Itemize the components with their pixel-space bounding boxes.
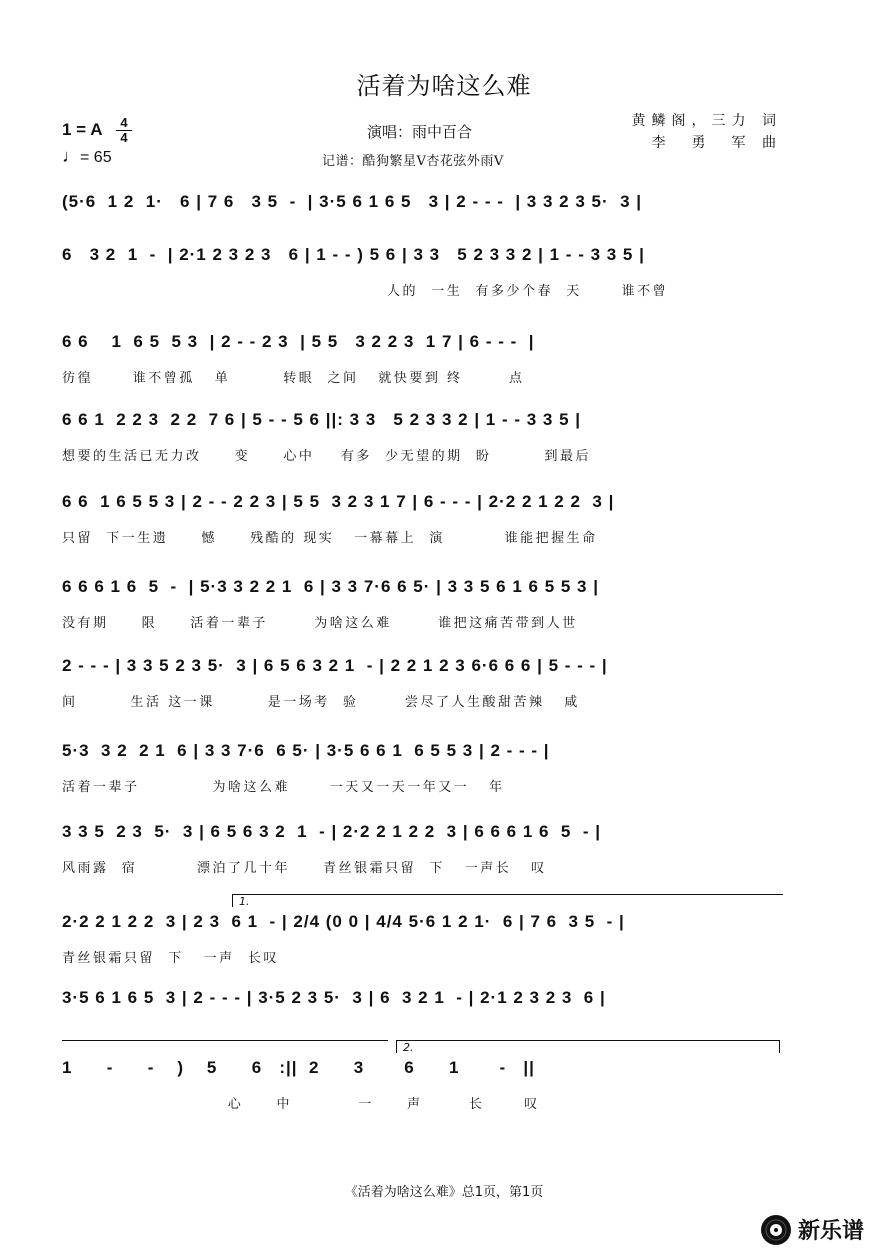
logo-text: 新乐谱: [798, 1219, 865, 1244]
notation-line: 6 6 1 6 5 5 3 | 2 - - 2 2 3 | 5 5 3 2 3 1 7 | 6 - - - | 2·2 2 1 2 2 3 |: [62, 492, 615, 511]
notation-line: 2·2 2 1 2 2 3 | 2 3 6 1 - | 2/4 (0 0 | 4/4 5·6 1 2 1· 6 | 7 6 3 5 - |: [62, 912, 625, 931]
lyric-line: 彷徨 谁不曾孤 单 转眼 之间 就快要到 终 点: [62, 371, 525, 386]
score-row: [62, 245, 786, 305]
lyric-line: 风雨露 宿 漂泊了几十年 青丝银霜只留 下 一声长 叹: [62, 861, 547, 876]
score-row: [62, 1058, 786, 1118]
notation-line: 3·5 6 1 6 5 3 | 2 - - - | 3·5 2 3 5· 3 | 6 3 2 1 - | 2·1 2 3 2 3 6 |: [62, 988, 606, 1007]
time-signature: [116, 116, 132, 145]
score-row: [62, 332, 786, 392]
first-ending-bracket: [232, 894, 783, 907]
score-row: [62, 988, 786, 1048]
second-ending-label: 2.: [403, 1041, 414, 1054]
notation-line: 6 6 1 2 2 3 2 2 7 6 | 5 - - 5 6 ||: 3 3 5 2 3 3 2 | 1 - - 3 3 5 |: [62, 410, 582, 429]
score-row: [62, 741, 786, 801]
lyric-line: 间 生活 这一课 是一场考 验 尝尽了人生酸甜苦辣 咸: [62, 695, 580, 710]
notation-line: 1 - - ) 5 6 :|| 2 3 6 1 - ||: [62, 1058, 535, 1077]
key-signature: 1 = A: [62, 120, 103, 139]
composer-credit: 李 勇 军 曲: [651, 135, 782, 151]
notation-line: 6 6 6 1 6 5 - | 5·3 3 2 2 1 6 | 3 3 7·6 6 5· | 3 3 5 6 1 6 5 5 3 |: [62, 577, 599, 596]
lyric-line: 只留 下一生遗 憾 残酷的 现实 一幕幕上 演 谁能把握生命: [62, 531, 598, 546]
first-ending-label: 1.: [239, 895, 250, 908]
lyric-line: 没有期 限 活着一辈子 为啥这么难 谁把这痛苦带到人世: [62, 616, 578, 631]
tempo-value: = 65: [80, 149, 112, 166]
notation-line: 6 3 2 1 - | 2·1 2 3 2 3 6 | 1 - - ) 5 6 | 3 3 5 2 3 3 2 | 1 - - 3 3 5 |: [62, 245, 645, 264]
singer-credit: 演唱：雨中百合: [367, 123, 473, 141]
score-row: [62, 410, 786, 470]
score-row: [62, 912, 786, 972]
lyric-line: 心 中 一 声 长 叹: [62, 1097, 540, 1112]
first-ending-continuation: [62, 1040, 388, 1041]
lyric-line: 想要的生活已无力改 变 心中 有多 少无望的期 盼 到最后: [62, 449, 591, 464]
second-ending-bracket: [396, 1040, 780, 1053]
scribe-credit: 记谱：酷狗繁星V杏花弦外雨V: [322, 154, 504, 169]
lyric-line: 活着一辈子 为啥这么难 一天又一天一年又一 年: [62, 780, 505, 795]
page-footer: 《活着为啥这么难》总1页，第1页: [344, 1185, 544, 1200]
tempo-marking: [62, 146, 112, 167]
lyricist-credit: 黄鳞阁，三力 词: [631, 113, 782, 129]
score-row: [62, 656, 786, 716]
notation-line: 5·3 3 2 2 1 6 | 3 3 7·6 6 5· | 3·5 6 6 1 6 5 5 3 | 2 - - - |: [62, 741, 550, 760]
score-row: [62, 822, 786, 882]
notation-line: 3 3 5 2 3 5· 3 | 6 5 6 3 2 1 - | 2·2 2 1 2 2 3 | 6 6 6 1 6 5 - |: [62, 822, 601, 841]
lyric-line: 青丝银霜只留 下 一声 长叹: [62, 951, 279, 966]
score-row: [62, 192, 786, 252]
score-row: [62, 577, 786, 637]
time-signature-top: 4: [116, 116, 132, 131]
vinyl-record-icon: [760, 1214, 792, 1250]
notation-line: 6 6 1 6 5 5 3 | 2 - - 2 3 | 5 5 3 2 2 3 1 7 | 6 - - - |: [62, 332, 535, 351]
notation-line: 2 - - - | 3 3 5 2 3 5· 3 | 6 5 6 3 2 1 - | 2 2 1 2 3 6·6 6 6 | 5 - - - |: [62, 656, 608, 675]
notation-line: (5·6 1 2 1· 6 | 7 6 3 5 - | 3·5 6 1 6 5 3 | 2 - - - | 3 3 2 3 5· 3 |: [62, 192, 643, 211]
quarter-note-icon: ♩: [62, 146, 80, 166]
time-signature-bottom: 4: [120, 130, 128, 145]
song-title: 活着为啥这么难: [356, 72, 532, 100]
lyric-line: 人的 一生 有多少个春 天 谁不曾: [62, 284, 669, 299]
score-row: [62, 492, 786, 552]
